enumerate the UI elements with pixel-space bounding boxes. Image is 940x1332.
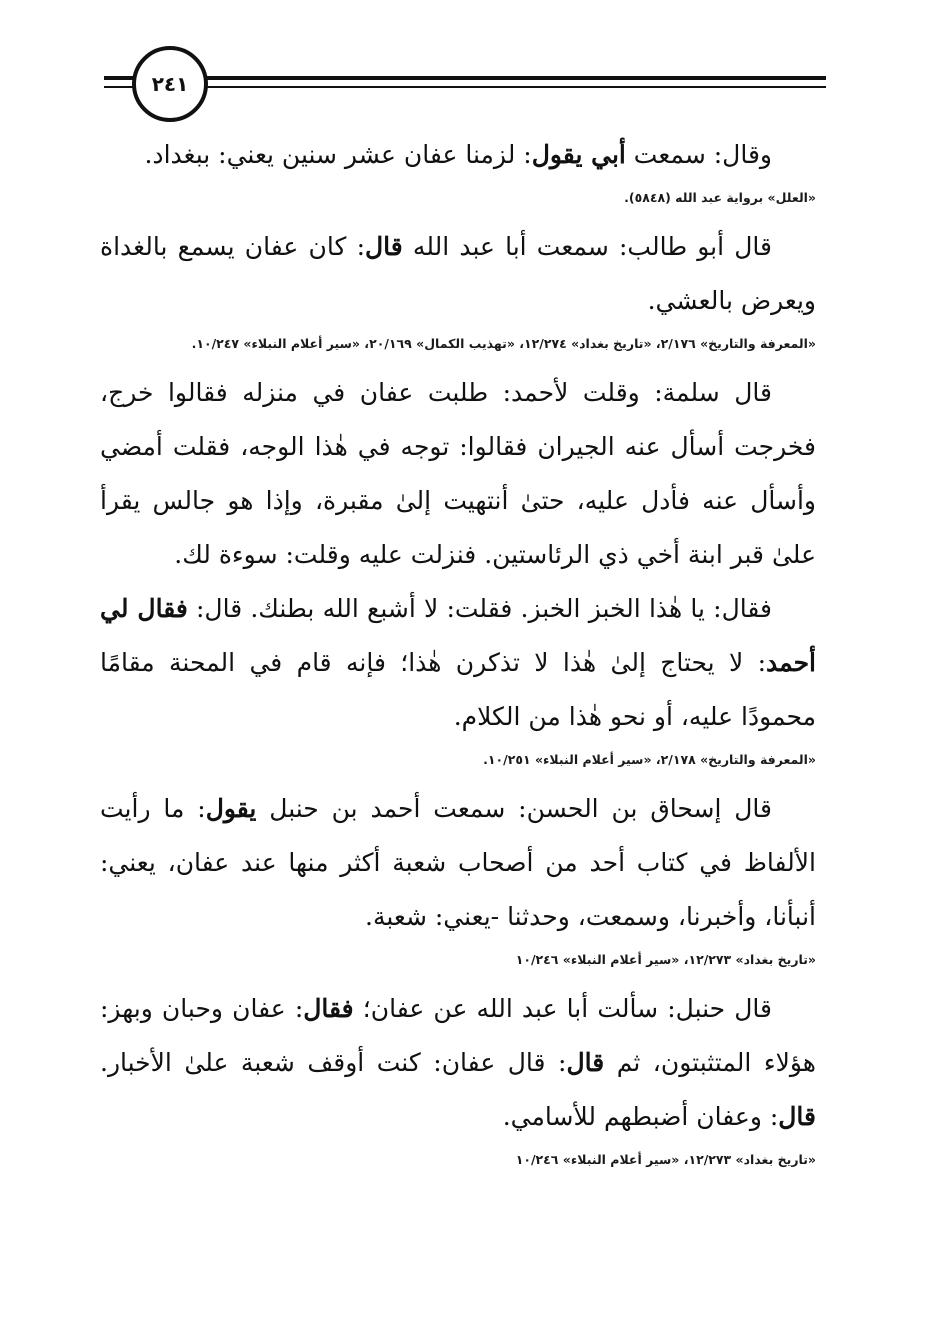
text-run: : عفان وحبان وبهز: هؤلاء المتثبتون، ثم (100, 994, 816, 1077)
text-run: قال حنبل: سألت أبا عبد الله عن عفان؛ (353, 994, 773, 1023)
source-citation: «تاريخ بغداد» ١٢/٢٧٣، «سير أعلام النبلاء» ١٠/٢٤٦ (515, 1152, 816, 1167)
text-paragraph (100, 982, 816, 1144)
bold-phrase: أبي يقول (531, 140, 626, 169)
text-run: قال إسحاق بن الحسن: سمعت أحمد بن حنبل (256, 794, 772, 823)
page-number: ٢٤١ (151, 72, 189, 96)
text-run: : لا يحتاج إلىٰ هٰذا لا تذكرن هٰذا؛ فإنه قام في المحنة مقامًا محمودًا عليه، أو نحو هٰذا من الكلام. (100, 648, 816, 731)
page-header (0, 40, 940, 120)
bold-phrase: فقال (303, 994, 354, 1023)
text-paragraph (100, 220, 816, 328)
text-run: فقال: يا هٰذا الخبز الخبز. فقلت: لا أشبع الله بطنك. قال: (187, 594, 772, 623)
bold-phrase: قال (566, 1048, 605, 1077)
source-citation: «المعرفة والتاريخ» ٢/١٧٦، «تاريخ بغداد» ١٢/٢٧٤، «تهذيب الكمال» ٢٠/١٦٩، «سير أعلام النبلاء» ١٠/٢٤٧. (191, 336, 816, 351)
text-run: : كان عفان يسمع بالغداة ويعرض بالعشي. (100, 232, 816, 315)
source-citation: «تاريخ بغداد» ١٢/٢٧٣، «سير أعلام النبلاء» ١٠/٢٤٦ (515, 952, 816, 967)
text-run: : لزمنا عفان عشر سنين يعني: ببغداد. (144, 140, 532, 169)
text-paragraph (100, 128, 816, 182)
text-run: قال سلمة: وقلت لأحمد: طلبت عفان في منزله فقالوا خرج، فخرجت أسأل عنه الجيران فقالوا: توجه في هٰذا الوجه، فقلت أمضي وأسأل عنه فأدل عليه، حتىٰ أنتهيت إلىٰ مقبرة، وإذا هو جالس يقرأ علىٰ قبر ابنة أخي ذي الرئاستين. فنزلت عليه وقلت: سوءة لك. (100, 378, 816, 569)
bold-phrase: قال (778, 1102, 816, 1131)
text-run: : قال عفان: كنت أوقف شعبة علىٰ الأخبار. (100, 1048, 567, 1077)
bold-phrase: يقول (205, 794, 257, 823)
bold-phrase: فقال لي أحمد (100, 594, 816, 677)
text-run: : ما رأيت الألفاظ في كتاب أحد من أصحاب شعبة أكثر منها عند عفان، يعني: أنبأنا، وأخبرنا، وسمعت، وحدثنا -يعني: شعبة. (100, 794, 816, 931)
text-paragraph (100, 366, 816, 582)
bold-phrase: قال (365, 232, 403, 261)
source-citation: «المعرفة والتاريخ» ٢/١٧٨، «سير أعلام النبلاء» ١٠/٢٥١. (483, 752, 816, 767)
text-paragraph (100, 582, 816, 744)
text-run: قال أبو طالب: سمعت أبا عبد الله (402, 232, 772, 261)
text-paragraph (100, 782, 816, 944)
page-number-badge (132, 46, 208, 122)
page-body (100, 128, 816, 1182)
text-run: : وعفان أضبطهم للأسامي. (502, 1102, 779, 1131)
source-citation: «العلل» برواية عبد الله (٥٨٤٨). (624, 190, 816, 205)
text-run: وقال: سمعت (625, 140, 772, 169)
header-rule-thin (104, 86, 826, 88)
header-rule-thick (104, 76, 826, 80)
